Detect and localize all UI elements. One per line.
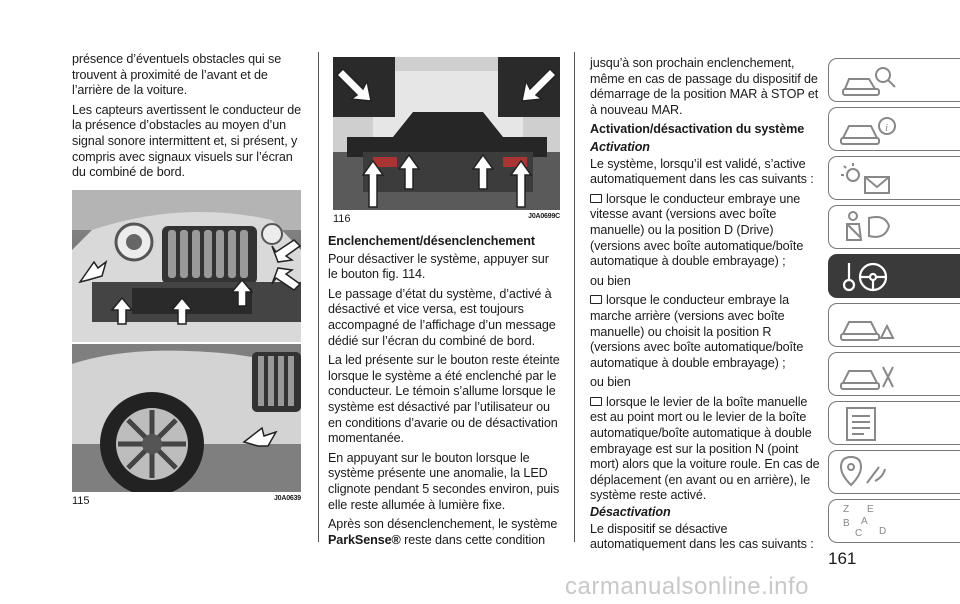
tab-safety[interactable] [828,205,960,249]
figure-116-caption [333,213,560,225]
column-divider [574,52,575,542]
bullet-icon [590,295,602,304]
warning-light-envelope-icon [839,161,899,197]
paragraph: présence d’éventuels obstacles qui se trouvent à proximité de l’avant et de l’arrière de la voiture. [72,52,282,98]
paragraph: Le dispositif se désactive automatiquement dans les cas suivants : [590,521,814,552]
svg-text:i: i [885,122,889,134]
paragraph: En appuyant sur le bouton lorsque le système présente une anomalie, la LED clignote pendant 5 secondes environ, puis elle reste allumée à lumière fixe. [328,450,560,512]
bullet-icon [590,397,602,406]
bullet-text: lorsque le conducteur embraye une vitesse avant (versions avec boîte manuelle) ou la position D (Drive) (versions avec boîte automatique/boîte automatique à double embrayage) ; [590,191,804,269]
column-2 [328,232,560,552]
index-letter: A [861,516,868,527]
tab-car-info[interactable] [828,107,960,151]
bullet-icon [590,194,602,203]
paragraph: ou bien [590,273,631,288]
figure-116-photo-rear-sensors [333,57,560,210]
bullet-text: lorsque le levier de la boîte manuelle est au point mort ou le levier de la boîte automatique/boîte automatique à double embrayage est sur la position N (point mort) alors que la voiture roule. En cas de déplacement (en avant ou en arrière), le système reste activé. [590,394,820,503]
figure-115-photo-front-sensors [72,190,301,342]
alphabetical-index-icon [839,502,899,542]
paragraph: Le passage d’état du système, d’activé à désactivé et vice versa, est toujours accompagné de l’affichage d’un message dédié sur l’écran du combiné de bord. [328,286,556,348]
car-breakdown-icon [839,308,899,344]
bullet-text: lorsque le conducteur embraye la marche arrière (versions avec boîte manuelle) ou choisit la position R (versions avec boîte automatique/boîte automatique à double embrayage) ; [590,293,804,370]
column-1 [72,52,302,185]
car-wrench-icon [839,357,899,393]
figure-115-caption [72,495,301,507]
column-divider [318,52,319,542]
bullet-item [590,395,822,504]
figure-code: J0A0699C [528,213,560,220]
figure-number: 115 [72,495,90,507]
paragraph-text: Après son désenclenchement, le système [328,517,558,532]
section-heading: Activation/désactivation du système [590,122,805,137]
tab-car-search[interactable] [828,58,960,102]
page-number: 161 [828,549,857,568]
specifications-list-icon [839,406,899,442]
bullet-item [590,293,822,371]
car-search-icon [839,63,899,99]
brand-name: ParkSense® [328,532,401,547]
index-letter: C [855,528,863,539]
paragraph: Le système, lorsqu’il est validé, s’active automatiquement dans les cas suivants : [590,156,814,187]
car-info-icon [839,112,899,148]
index-letter: B [843,518,850,529]
seatbelt-airbag-icon [839,210,899,246]
index-letter: E [867,504,874,515]
section-heading: Enclenchement/désenclenchement [328,234,535,248]
paragraph-text: reste dans cette condition [400,532,546,547]
figure-code: J0A0639 [273,495,301,502]
tab-index[interactable] [828,499,960,543]
paragraph [328,517,560,548]
watermark: carmanualsonline.info [565,573,809,600]
tab-emergency[interactable] [828,303,960,347]
tab-multimedia[interactable] [828,450,960,494]
index-letter: Z [843,504,850,515]
bullet-item [590,192,822,270]
tab-technical-data[interactable] [828,401,960,445]
tab-maintenance[interactable] [828,352,960,396]
index-letter: D [879,526,887,537]
tab-starting-driving[interactable] [828,254,960,298]
paragraph: La led présente sur le bouton reste éteinte lorsque le système a été enclenché par le conducteur. Le témoin s’allume lorsque le système est désactivé par l’utilisateur ou en conditions d’avarie ou de désactivation momentanée. [328,353,560,446]
key-steering-wheel-icon [839,259,899,295]
column-3 [590,56,822,557]
subheading-deactivation: Désactivation [590,505,671,520]
subheading-activation: Activation [590,139,650,154]
paragraph: ou bien [590,375,631,390]
multimedia-navigation-icon [839,455,899,491]
figure-115-photo-side-sensor [72,344,301,492]
figure-number: 116 [333,213,351,225]
paragraph: Les capteurs avertissent le conducteur de la présence d’obstacles au moyen d’un signal sonore intermittent et, si présent, y compris avec signaux visuels sur l’écran du combiné de bord. [72,102,302,180]
paragraph: jusqu’à son prochain enclenchement, même en cas de passage du dispositif de démarrage de la position MAR à STOP et à nouveau MAR. [590,56,819,117]
tab-warning-lights-messages[interactable] [828,156,960,200]
paragraph: Pour désactiver le système, appuyer sur le bouton fig. 114. [328,251,549,282]
